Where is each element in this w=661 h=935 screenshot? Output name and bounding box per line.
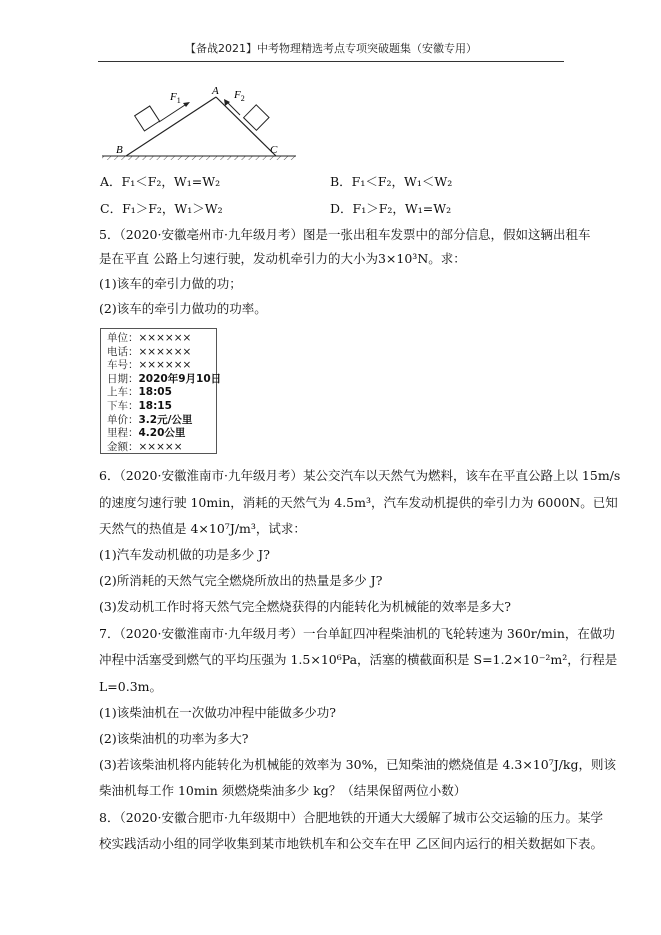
block-right [244,105,269,130]
receipt-row: 电话：×××××× [107,345,192,358]
receipt-row: 单价：3.2元/公里 [107,413,193,426]
q7-sub1: (1)该柴油机在一次做功冲程中能做多少功? [99,705,336,720]
receipt-row: 下车：18:15 [107,399,172,412]
option-b: B．F₁＜F₂，W₁＜W₂ [330,174,453,189]
header-divider [98,61,564,62]
receipt-row: 上车：18:05 [107,386,172,399]
label-C: C [270,144,278,156]
label-F1: $F_1$ [170,91,181,105]
q7-sub2: (2)该柴油机的功率为多大? [99,731,249,746]
label-A: A [212,85,219,97]
q6-line1: 6．（2020·安徽淮南市·九年级月考）某公交汽车以天然气为燃料，该车在平直公路上以 15m/s [99,468,621,483]
f1-arrow [159,103,188,122]
f1-arrowhead [183,102,190,107]
q8-line1: 8．（2020·安徽合肥市·九年级期中）合肥地铁的开通大大缓解了城市公交运输的压力。某学 [99,810,603,825]
option-c: C．F₁＞F₂，W₁＞W₂ [100,201,223,216]
receipt-row: 单位：×××××× [107,332,192,344]
label-B: B [116,144,123,156]
q6-line3: 天然气的热值是 4×10⁷J/m³，试求： [99,521,306,536]
ground-hatch [102,156,296,160]
q7-line1: 7．（2020·安徽淮南市·九年级月考）一台单缸四冲程柴油机的飞轮转速为 360r/min，在做功 [99,626,615,641]
receipt-row: 日期：2020年9月10日 [107,372,222,385]
q6-sub2: (2)所消耗的天然气完全燃烧所放出的热量是多少 J? [99,573,383,588]
page-header: 【备战2021】中考物理精选考点专项突破题集（安徽专用） [185,42,477,55]
f2-arrowhead [224,99,230,106]
taxi-receipt [100,328,222,454]
q6-sub1: (1)汽车发动机做的功是多少 J? [99,547,270,562]
option-d: D．F₁＞F₂，W₁=W₂ [330,201,452,216]
q7-line3: L=0.3m。 [99,679,163,694]
q6-line2: 的速度匀速行驶 10min，消耗的天然气为 4.5m³，汽车发动机提供的牵引力为 6000N。已知 [99,495,618,510]
label-F2: $F_2$ [234,89,245,103]
q8-line2: 校实践活动小组的同学收集到某市地铁机车和公交车在甲 乙区间内运行的相关数据如下表。 [99,836,603,851]
q5-line2: 是在平直 公路上匀速行驶，发动机牵引力的大小为3×10³N。求： [99,251,466,266]
q5-line1: 5．（2020·安徽亳州市·九年级月考）图是一张出租车发票中的部分信息，假如这辆出租车 [99,227,591,242]
block-left [135,106,160,131]
q7-line2: 冲程中活塞受到燃气的平均压强为 1.5×10⁶Pa，活塞的横截面积是 S=1.2×10⁻²m²，行程是 [99,652,618,667]
receipt-row: 车号：×××××× [107,359,192,372]
option-a: A．F₁＜F₂，W₁=W₂ [100,174,221,189]
q5-sub1: (1)该车的牵引力做的功； [99,276,242,291]
incline-figure [100,82,300,162]
receipt-row: 里程：4.20公里 [107,427,186,440]
q5-sub2: (2)该车的牵引力做功的功率。 [99,301,267,316]
receipt-row: 金额：××××× [107,440,183,453]
q7-sub3a: (3)若该柴油机将内能转化为机械能的效率为 30%，已知柴油的燃烧值是 4.3×10⁷J/kg，则该 [99,757,617,772]
q7-sub3b: 柴油机每工作 10min 须燃烧柴油多少 kg？（结果保留两位小数） [99,783,467,798]
incline-ab [126,97,216,156]
q6-sub3: (3)发动机工作时将天然气完全燃烧获得的内能转化为机械能的效率是多大? [99,599,511,614]
